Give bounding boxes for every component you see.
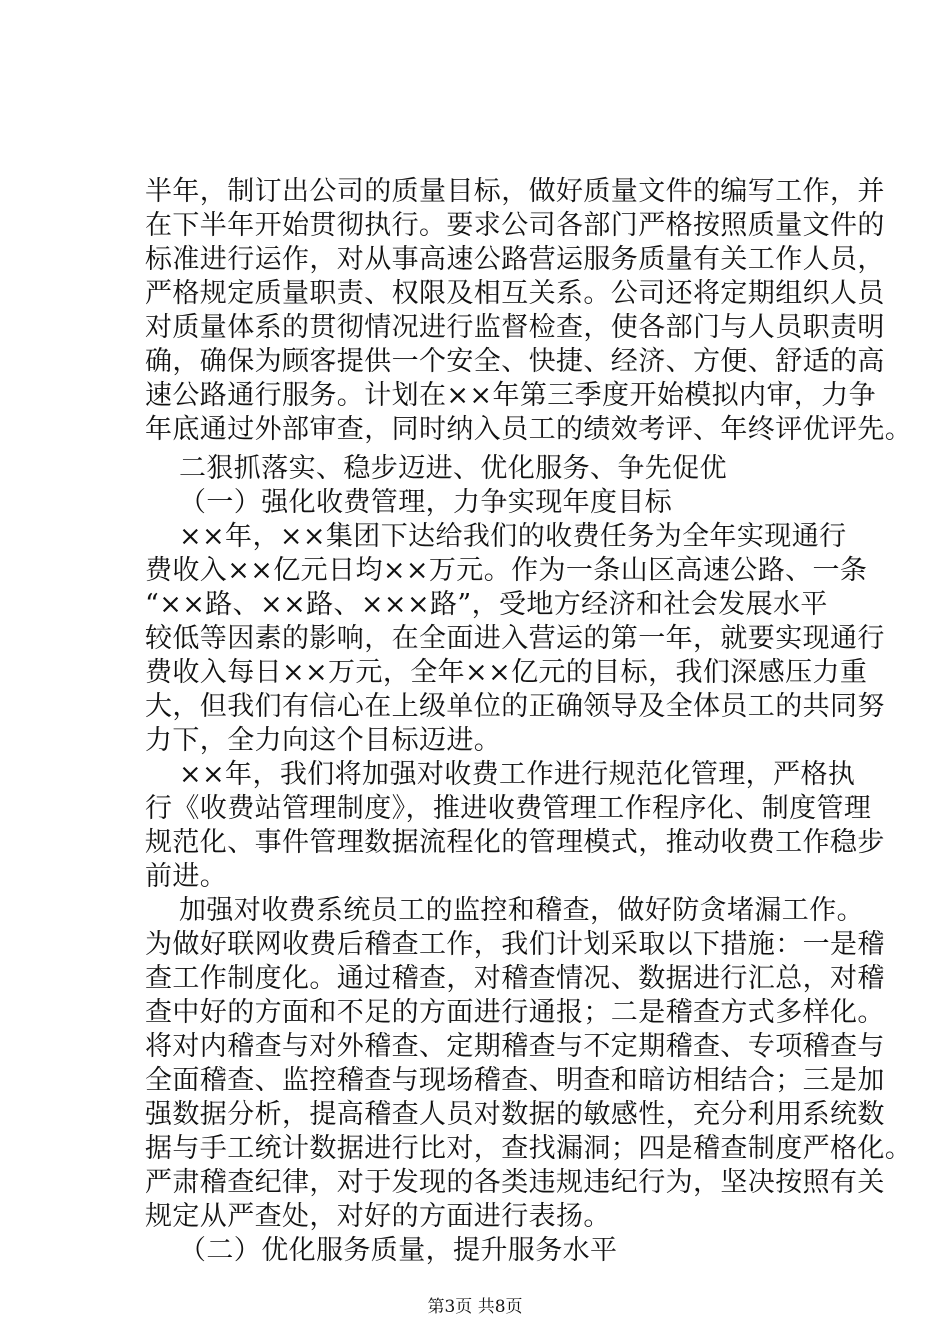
text-line: 较低等因素的影响，在全面进入营运的第一年，就要实现通行 xyxy=(145,623,885,654)
text-line: 规范化、事件管理数据流程化的管理模式，推动收费工作稳步 xyxy=(145,827,885,858)
subsection-heading: （二）优化服务质量，提升服务水平 xyxy=(179,1235,618,1266)
text-line: 全面稽查、监控稽查与现场稽查、明查和暗访相结合；三是加 xyxy=(145,1065,885,1096)
text-line: 行《收费站管理制度》，推进收费管理工作程序化、制度管理 xyxy=(145,793,872,824)
text-line: 年底通过外部审查，同时纳入员工的绩效考评、年终评优评先。 xyxy=(145,414,913,445)
text-line: 大，但我们有信心在上级单位的正确领导及全体员工的共同努 xyxy=(145,691,885,722)
text-line: 费收入每日××万元，全年××亿元的目标，我们深感压力重 xyxy=(145,657,868,688)
text-line: 查中好的方面和不足的方面进行通报；二是稽查方式多样化。 xyxy=(145,997,885,1028)
text-line: ××年，××集团下达给我们的收费任务为全年实现通行 xyxy=(179,521,847,552)
text-line: 强数据分析，提高稽查人员对数据的敏感性，充分利用系统数 xyxy=(145,1099,885,1130)
text-line: 加强对收费系统员工的监控和稽查，做好防贪堵漏工作。 xyxy=(179,895,864,926)
text-line: 据与手工统计数据进行比对，查找漏洞；四是稽查制度严格化。 xyxy=(145,1133,913,1164)
text-line: 速公路通行服务。计划在××年第三季度开始模拟内审，力争 xyxy=(145,380,877,411)
text-line: 对质量体系的贯彻情况进行监督检查，使各部门与人员职责明 xyxy=(145,312,885,343)
text-line: 规定从严查处，对好的方面进行表扬。 xyxy=(145,1201,611,1232)
text-line: “××路、××路、×××路”，受地方经济和社会发展水平 xyxy=(145,589,828,620)
text-line: 费收入××亿元日均××万元。作为一条山区高速公路、一条 xyxy=(145,555,868,586)
section-heading: 二狠抓落实、稳步迈进、优化服务、争先促优 xyxy=(179,453,727,484)
text-line: 力下，全力向这个目标迈进。 xyxy=(145,725,502,756)
text-line: 为做好联网收费后稽查工作，我们计划采取以下措施：一是稽 xyxy=(145,929,885,960)
text-line: 查工作制度化。通过稽查，对稽查情况、数据进行汇总，对稽 xyxy=(145,963,885,994)
subsection-heading: （一）强化收费管理，力争实现年度目标 xyxy=(179,487,673,518)
text-line: 将对内稽查与对外稽查、定期稽查与不定期稽查、专项稽查与 xyxy=(145,1031,885,1062)
text-line: 标准进行运作，对从事高速公路营运服务质量有关工作人员， xyxy=(145,244,885,275)
text-line: 严肃稽查纪律，对于发现的各类违规违纪行为，坚决按照有关 xyxy=(145,1167,885,1198)
page-number-footer: 第3页 共8页 xyxy=(427,1297,523,1317)
text-line: ××年，我们将加强对收费工作进行规范化管理，严格执 xyxy=(179,759,856,790)
text-line: 半年，制订出公司的质量目标，做好质量文件的编写工作，并 xyxy=(145,176,885,207)
text-line: 前进。 xyxy=(145,861,228,892)
text-line: 在下半年开始贯彻执行。要求公司各部门严格按照质量文件的 xyxy=(145,210,885,241)
text-line: 确，确保为顾客提供一个安全、快捷、经济、方便、舒适的高 xyxy=(145,346,885,377)
text-line: 严格规定质量职责、权限及相互关系。公司还将定期组织人员 xyxy=(145,278,885,309)
